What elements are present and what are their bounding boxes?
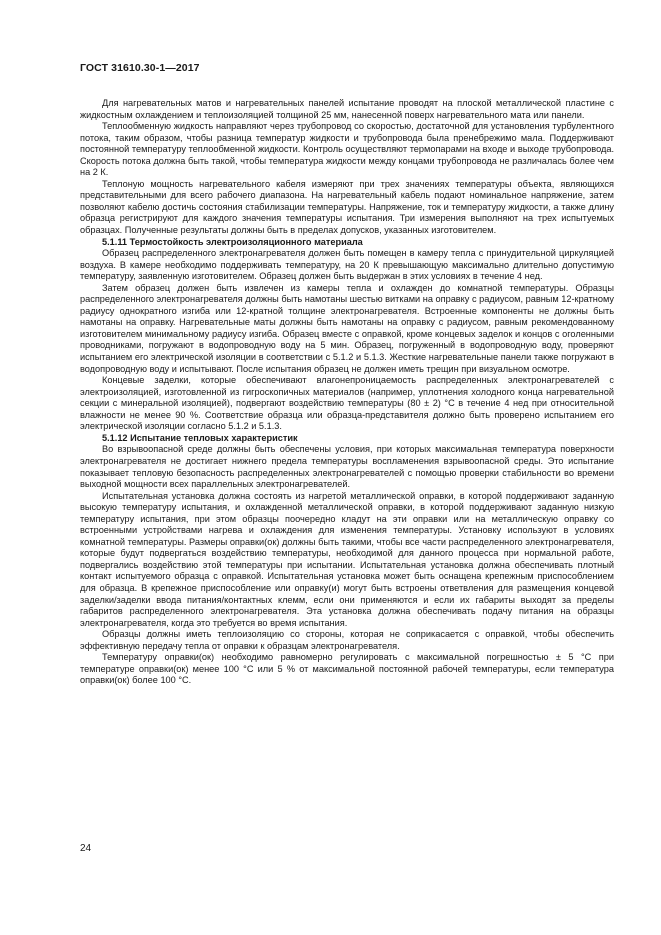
paragraph: Затем образец должен быть извлечен из камеры тепла и охлажден до комнатной температуры. Образцы распределенного электронагревателя должны быть намотаны шестью витками на оправку с радиусом, равным 12-кратному радиусу однократного изгиба или 12-кратной толщине электронагревателя. Встроенные компоненты не должны быть намотаны на оправку. Нагревательные маты должны быть намотаны на оправку с радиусом, равным рекомендованному изготовителем минимальному радиусу изгиба. Образец вместе с оправкой, кроме концевых заделок и концов с оголенными проводниками, погружают в водопроводную воду на 5 мин. Образец, погруженный в водопроводную воду, проверяют испытанием его электрической изоляции в соответствии с 5.1.2 и 5.1.3. Жесткие нагревательные панели также погружают в водопроводную воду и испытывают. После испытания образец не должен иметь трещин при визуальном осмотре. <box>80 282 614 374</box>
paragraph: Концевые заделки, которые обеспечивают влагонепроницаемость распределенных электронагревателей с электроизоляцией, изготовленной из гигроскопичных материалов (например, уплотнения холодного конца нагревательной секции с минеральной изоляцией), подвергают воздействию температуры (80 ± 2) °С в течение 4 нед при относительной влажности не менее 90 %. Соответствие образца или образца-представителя должно быть проверено испытанием его электрической изоляции согласно 5.1.2 и 5.1.3. <box>80 375 614 432</box>
section-heading-5-1-12: 5.1.12 Испытание тепловых характеристик <box>102 432 298 443</box>
document-code-header: ГОСТ 31610.30-1—2017 <box>80 62 200 74</box>
paragraph: Образцы должны иметь теплоизоляцию со стороны, которая не соприкасается с оправкой, чтобы обеспечить эффективную передачу тепла от оправки к образцам электронагревателя. <box>80 629 614 651</box>
page-number: 24 <box>80 843 92 854</box>
paragraph: Испытательная установка должна состоять из нагретой металлической оправки, в которой поддерживают заданную высокую температуру испытания, и охлажденной металлической оправки, в которой поддерживают заданную низкую температуру испытания, при этом образцы поочередно кладут на эти оправки или на металлическую оправку со встроенными устройствами нагрева и охлаждения для изменения температуры. Установку используют в условиях комнатной температуры. Размеры оправки(ок) должны быть такими, чтобы все части распределенного электронагревателя, которые будут подвергаться воздействию температуры, необходимой для данного процесса при нормальной работе, подвергались воздействию этой температуры при испытании. Испытательная установка должна обеспечивать плотный контакт испытуемого образца с оправкой. Испытательная установка может быть оснащена крепежным приспособлением для образца. В крепежное приспособление или оправку(и) могут быть встроены ответвления для размещения концевой заделки/заделки ввода питания/контактных клемм, если они применяются и если их габариты выходят за пределы габаритов распределенного электронагревателя. Эта установка должна обеспечивать подачу питания на образцы электронагревателя, когда это требуется во время испытания. <box>80 490 614 628</box>
paragraph: Теплоную мощность нагревательного кабеля измеряют при трех значениях температуры объекта, являющихся представительными для всего рабочего диапазона. На нагревательный кабель подают номинальное напряжение, затем позволяют кабелю достичь состояния стабилизации температуры. Напряжение, ток и температуру жидкости, а также длину образца регистрируют для каждого значения температуры испытания. Три измерения выполняют на трех испытуемых образцах. Полученные результаты должны быть в пределах допусков, указанных изготовителем. <box>80 178 614 236</box>
paragraph: Теплообменную жидкость направляют через трубопровод со скоростью, достаточной для установления турбулентного потока, таким образом, чтобы разница температур жидкости и трубопровода была пренебрежимо мала. Поддерживают постоянной температуру теплообменной жидкости. Контроль осуществляют термопарами на входе и выходе трубопровода. Скорость потока должна быть такой, чтобы температура жидкости между концами трубопровода не различалась более чем на 2 К. <box>80 121 614 178</box>
paragraph: Для нагревательных матов и нагревательных панелей испытание проводят на плоской металлической пластине с жидкостным охлаждением и теплоизоляцией толщиной 25 мм, нанесенной поверх нагревательного мата или панели. <box>80 98 614 120</box>
paragraph: Во взрывоопасной среде должны быть обеспечены условия, при которых максимальная температура поверхности электронагревателя не достигает нижнего предела температуры воспламенения взрывоопасной среды. Это испытание показывает тепловую безопасность распределенных электронагревателей с помощью проверки стабильности во времени выходной мощности всех параллельных электронагревателей. <box>80 444 614 490</box>
paragraph: Температуру оправки(ок) необходимо равномерно регулировать с максимальной погрешностью ± 5 °С при температуре оправки(ок) менее 100 °С или 5 % от максимальной постоянной рабочей температуры, если температура оправки(ок) более 100 °С. <box>80 652 614 686</box>
document-body <box>80 98 614 687</box>
paragraph: Образец распределенного электронагревателя должен быть помещен в камеру тепла с принудительной циркуляцией воздуха. В камере необходимо поддерживать температуру, на 20 К превышающую максимально длительно допустимую температуру, заявленную изготовителем. Образец должен быть выдержан в этих условиях в течение 4 нед. <box>80 248 614 282</box>
section-heading-5-1-11: 5.1.11 Термостойкость электроизоляционного материала <box>102 236 363 247</box>
